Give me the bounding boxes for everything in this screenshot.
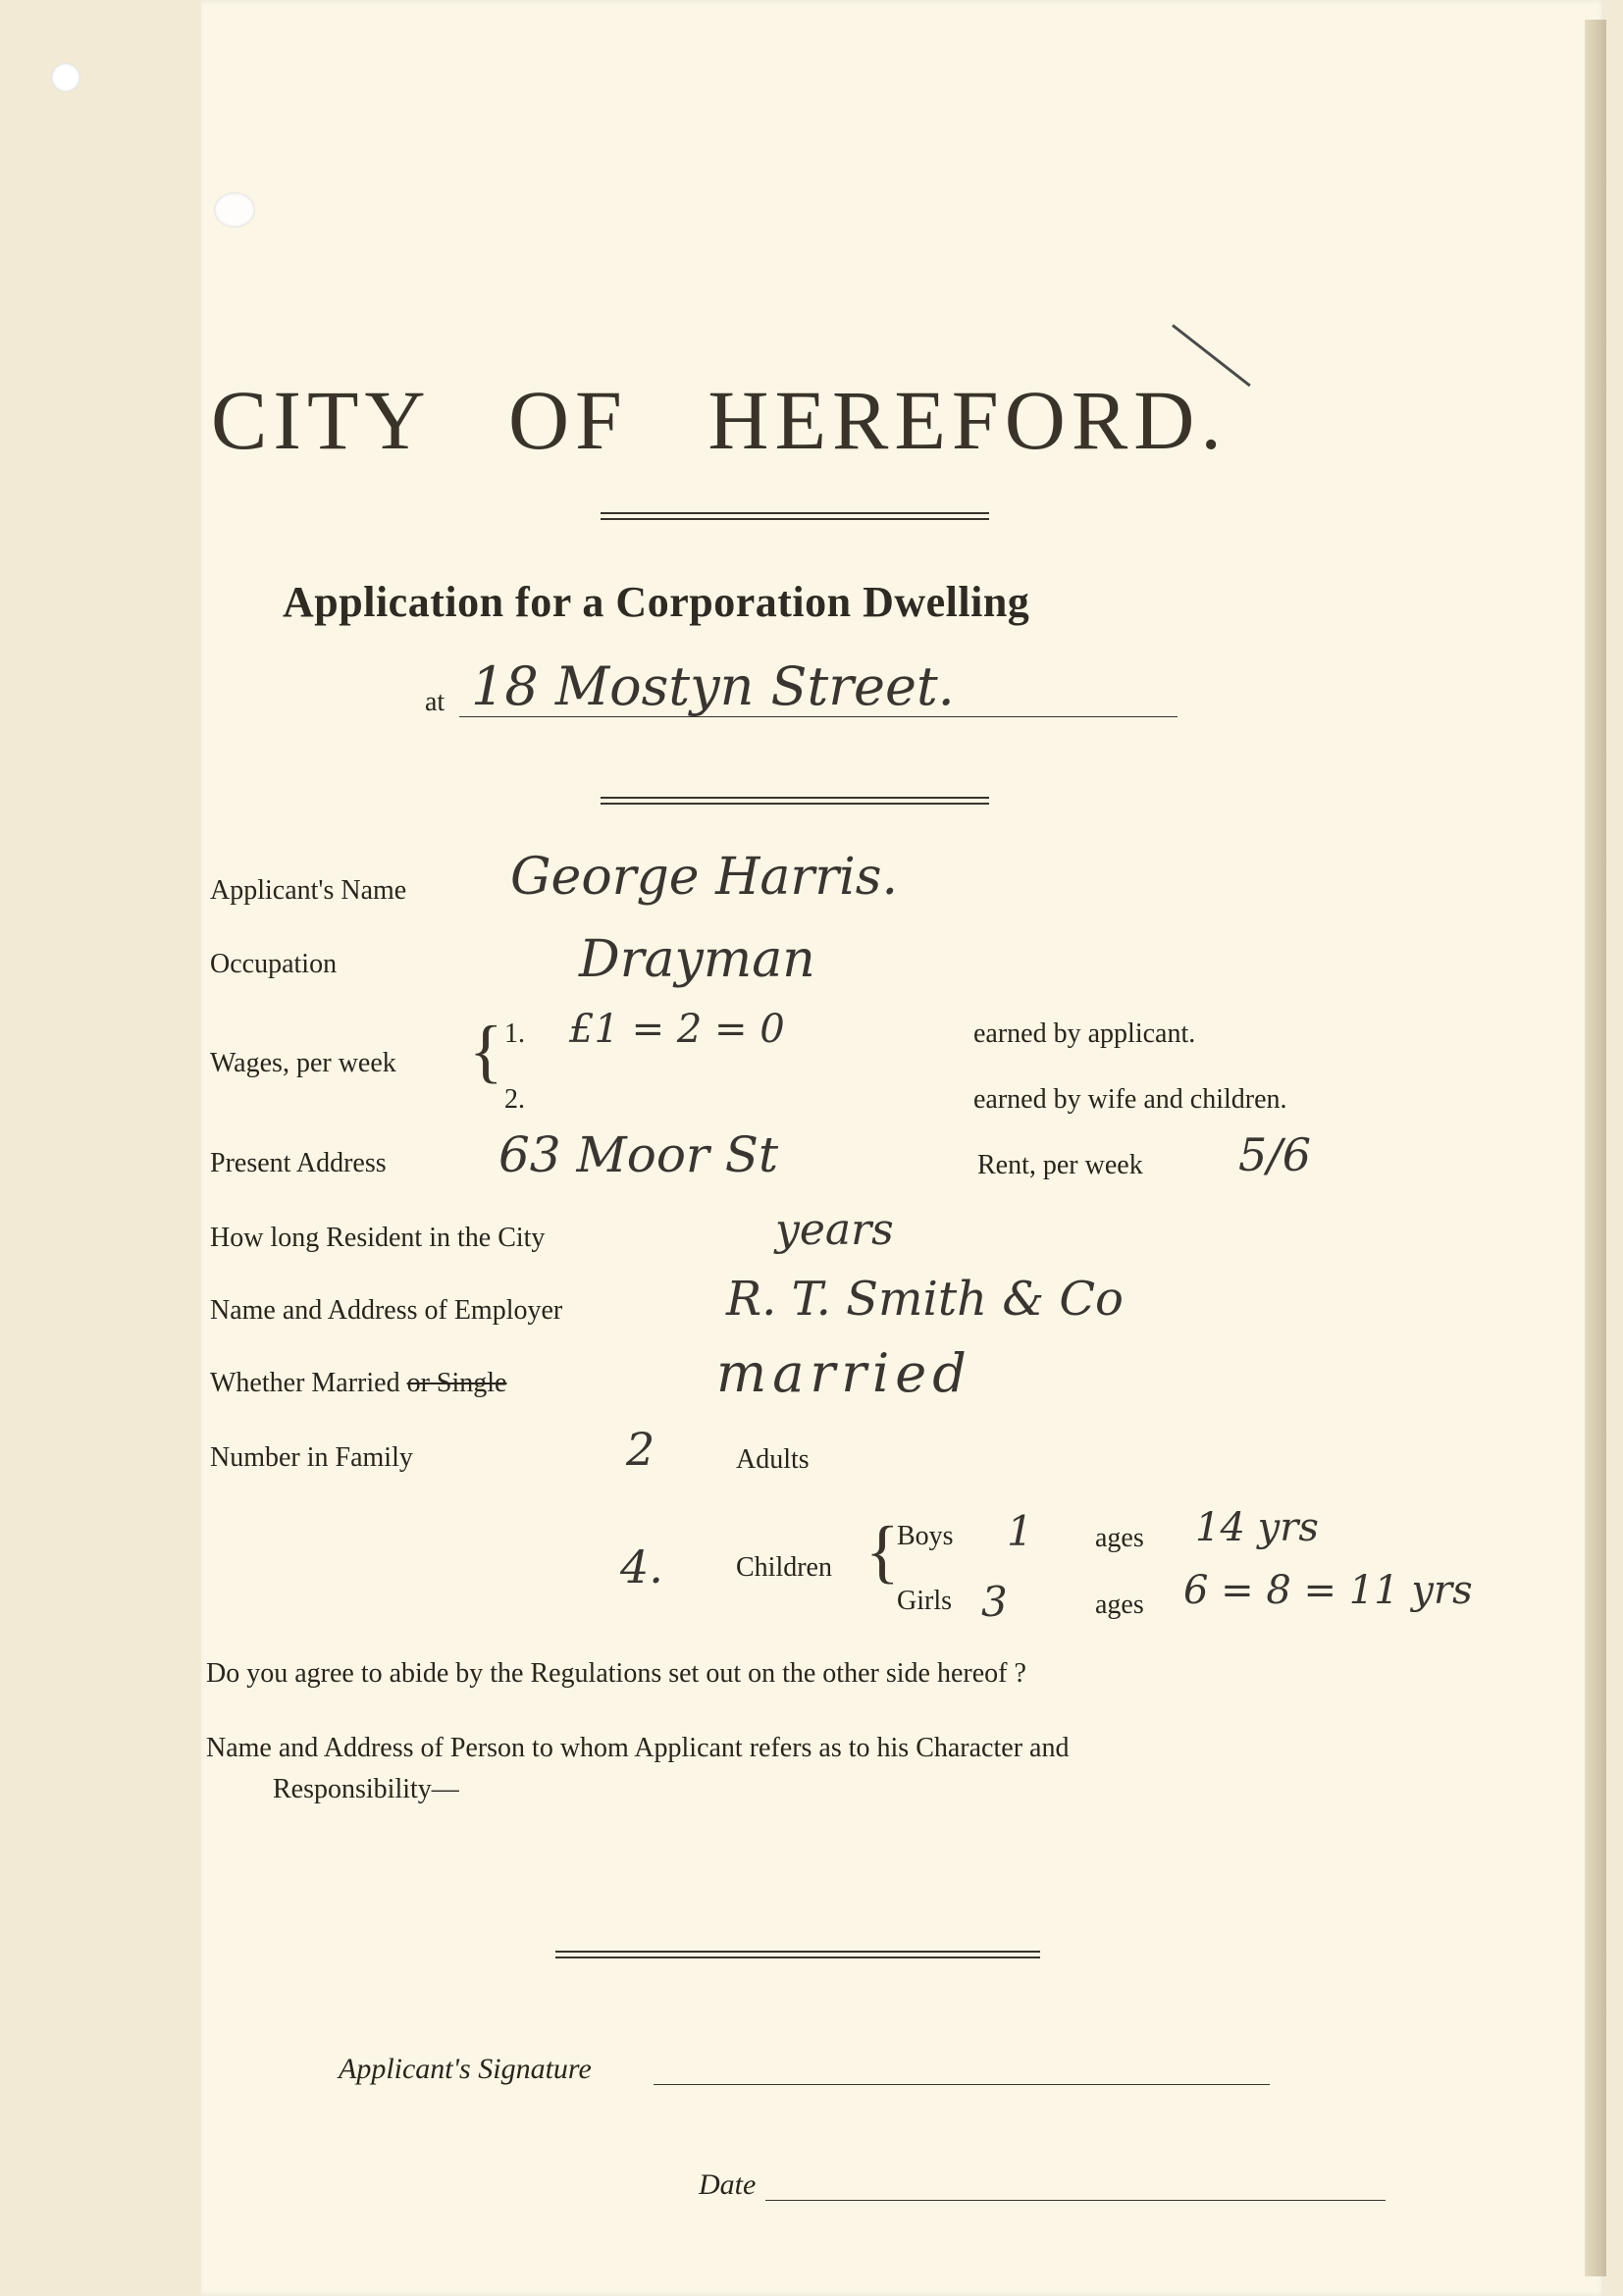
wages-applicant-suffix: earned by applicant. [973,1018,1196,1049]
at-label: at [425,687,445,717]
applicant-name-value: George Harris. [510,848,898,907]
married-label-text: Whether Married [210,1368,400,1398]
wages-applicant-value: £1 = 2 = 0 [569,1007,785,1052]
boys-ages-value: 14 yrs [1195,1505,1319,1550]
occupation-value: Drayman [579,930,815,989]
dwelling-address-value: 18 Mostyn Street. [471,655,955,717]
page-title: CITY OF HEREFORD. [211,373,1228,467]
wages-line1-number: 1. [504,1018,525,1049]
girls-ages-value: 6 = 8 = 11 yrs [1183,1568,1473,1613]
boys-value: 1 [1007,1507,1033,1555]
single-label-struck: or Single [406,1368,507,1398]
reference-label-line2: Responsibility— [273,1774,459,1804]
boys-ages-label: ages [1095,1523,1144,1553]
adults-value: 2 [626,1423,655,1476]
employer-value: R. T. Smith & Co [726,1272,1124,1327]
address-divider [601,797,989,805]
children-brace: { [865,1512,900,1591]
title-divider [601,512,989,520]
rent-label: Rent, per week [977,1150,1143,1180]
signature-line[interactable] [654,2084,1270,2085]
married-label [210,1368,506,1399]
children-value: 4. [620,1540,663,1593]
boys-label: Boys [897,1521,954,1551]
children-label: Children [736,1552,832,1583]
residence-label: How long Resident in the City [210,1223,546,1253]
wages-line2-number: 2. [504,1084,525,1115]
girls-value: 3 [981,1578,1008,1626]
girls-ages-label: ages [1095,1590,1144,1620]
punch-hole-torn [214,192,255,228]
present-address-value: 63 Moor St [498,1126,779,1183]
punch-hole [51,63,80,92]
rent-value: 5/6 [1238,1128,1312,1181]
signature-label: Applicant's Signature [339,2053,592,2085]
wages-label: Wages, per week [210,1048,396,1078]
page-edge [1585,20,1606,2276]
wages-family-suffix: earned by wife and children. [973,1084,1287,1115]
regulations-question: Do you agree to abide by the Regulations set out on the other side hereof ? [206,1658,1026,1689]
occupation-label: Occupation [210,949,338,979]
applicant-name-label: Applicant's Name [210,875,407,906]
date-label: Date [699,2168,757,2201]
adults-label: Adults [736,1444,810,1475]
married-value: married [716,1342,972,1404]
reference-label-line1: Name and Address of Person to whom Applicant refers as to his Character and [206,1733,1070,1763]
present-address-label: Present Address [210,1148,387,1178]
employer-label: Name and Address of Employer [210,1295,563,1326]
form-subtitle: Application for a Corporation Dwelling [283,578,1030,626]
reference-divider [555,1951,1040,1958]
family-label: Number in Family [210,1442,413,1473]
girls-label: Girls [897,1586,952,1616]
date-line[interactable] [765,2200,1386,2201]
residence-value: years [775,1205,894,1255]
wages-brace: { [469,1012,503,1090]
